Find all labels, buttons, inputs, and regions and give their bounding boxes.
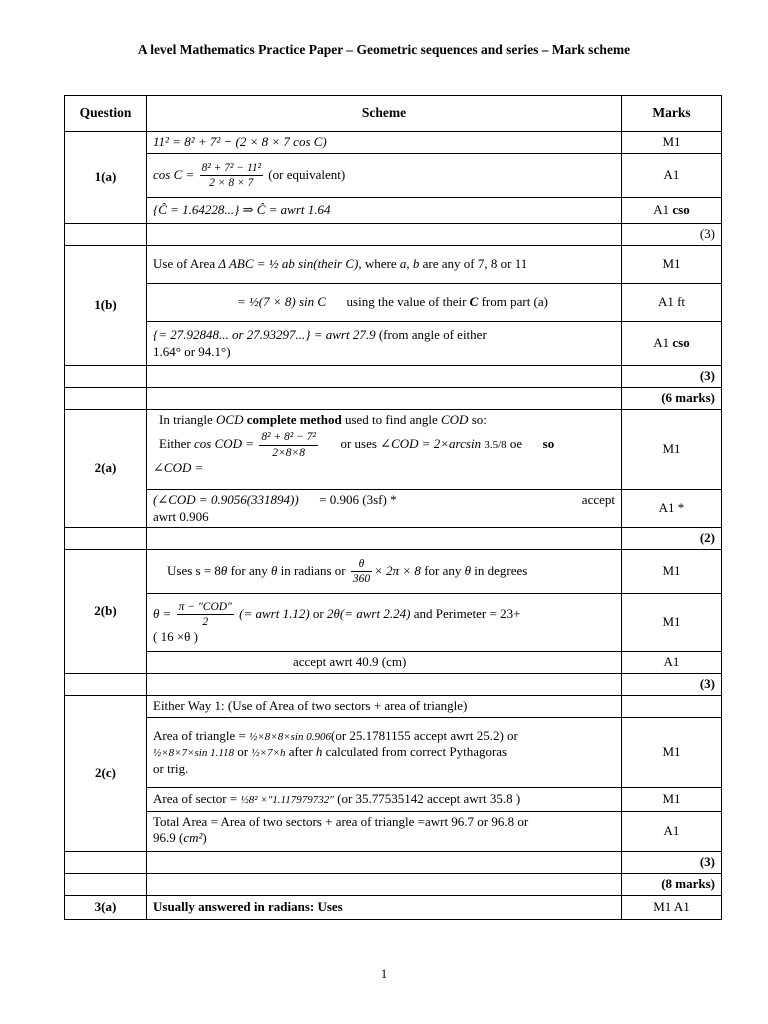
mark-value: A1 (653, 335, 670, 351)
table-row (65, 284, 722, 322)
scheme-math: {= 27.92848... or 27.93297...} = awrt 27.9 (153, 327, 376, 343)
mark-cell: M1 (622, 132, 722, 154)
table-row (65, 322, 722, 366)
scheme-cell (147, 550, 622, 594)
scheme-cell (147, 594, 622, 652)
mark-cell: A1 * (622, 490, 722, 528)
subtotal: (3) (622, 852, 722, 874)
scheme-text: Total Area = Area of two sectors + area of triangle =awrt 96.7 or 96.8 or (153, 814, 529, 829)
question-label: 3(a) (65, 896, 147, 920)
scheme-text: (from angle of either (378, 327, 487, 343)
scheme-text: or (312, 605, 324, 621)
document-title: A level Mathematics Practice Paper – Geometric sequences and series – Mark scheme (137, 42, 631, 57)
scheme-math: ½×8×8×sin 0.906 (249, 730, 331, 743)
scheme-text: or (237, 744, 249, 760)
header-marks: Marks (622, 96, 722, 132)
fraction (259, 430, 318, 460)
scheme-text: after (288, 744, 313, 760)
scheme-text: oe (509, 436, 523, 452)
scheme-cell (147, 652, 622, 674)
scheme-text: are any of 7, 8 or 11 (422, 256, 528, 272)
table-row (65, 718, 722, 788)
scheme-cell (147, 322, 622, 366)
scheme-text: for any (424, 562, 462, 578)
scheme-text: accept awrt 40.9 (cm) (293, 654, 407, 670)
mark-cell: M1 (622, 718, 722, 788)
table-row (65, 896, 722, 920)
table-row (65, 594, 722, 652)
fraction (200, 161, 264, 191)
fraction (177, 600, 234, 630)
scheme-math: (∠COD = 0.9056(331894)) (153, 492, 299, 508)
table-row (65, 132, 722, 154)
scheme-cell (147, 490, 622, 528)
scheme-text: in radians or (280, 562, 346, 578)
subtotal-row (65, 366, 722, 388)
scheme-text: or trig. (153, 761, 189, 777)
subtotal-row (65, 224, 722, 246)
page-number: 1 (380, 966, 388, 981)
header-row (65, 96, 722, 132)
scheme-math: × 2π × 8 (374, 562, 421, 578)
scheme-math: a, b (399, 256, 420, 272)
mark-cell: M1 A1 (622, 896, 722, 920)
scheme-text: Area of triangle = (153, 727, 246, 743)
scheme-text: so: (471, 412, 487, 427)
subtotal: (3) (622, 366, 722, 388)
scheme-math: θ = (153, 605, 172, 621)
scheme-math: θ (220, 562, 228, 578)
table-row (65, 490, 722, 528)
scheme-text: = 0.906 (3sf) * (319, 492, 397, 508)
fraction-denominator: 2 × 8 × 7 (209, 177, 254, 189)
scheme-math: cos COD = (194, 436, 255, 452)
scheme-text: (or 35.77535142 accept awrt 35.8 ) (337, 791, 521, 807)
mark-cell: A1 (622, 812, 722, 852)
scheme-math: Δ ABC = ½ ab sin(their C) (218, 256, 359, 272)
mark-qualifier: cso (672, 202, 690, 218)
subtotal: (2) (622, 528, 722, 550)
mark-cell: M1 (622, 246, 722, 284)
scheme-text: in degrees (474, 562, 528, 578)
question-total: (6 marks) (622, 388, 722, 410)
question-label: 2(a) (65, 410, 147, 528)
scheme-text: accept (581, 492, 615, 508)
table-row (65, 652, 722, 674)
mark-cell: M1 (622, 594, 722, 652)
scheme-cell (147, 132, 622, 154)
scheme-math: ½×8×7×sin 1.118 (153, 747, 235, 760)
scheme-text: used to find angle (344, 412, 438, 427)
table-row (65, 696, 722, 718)
scheme-text: Uses s = 8 (167, 562, 221, 578)
table-row (65, 550, 722, 594)
mark-cell: M1 (622, 550, 722, 594)
question-total: (8 marks) (622, 874, 722, 896)
mark-cell: A1 (622, 154, 722, 198)
scheme-text: Area of sector = (153, 791, 238, 807)
scheme-math: cos C = (153, 166, 195, 182)
scheme-text: or uses (340, 436, 377, 452)
scheme-cell (147, 896, 622, 920)
question-label: 1(a) (65, 132, 147, 224)
scheme-cell (147, 718, 622, 788)
mark-value: A1 (653, 202, 670, 218)
table-row (65, 788, 722, 812)
fraction-denominator: 2 (202, 615, 209, 628)
scheme-cell (147, 198, 622, 224)
table-row (65, 198, 722, 224)
scheme-cell (147, 246, 622, 284)
question-total-row (65, 388, 722, 410)
header-scheme: Scheme (147, 96, 622, 132)
mark-cell: A1 (622, 652, 722, 674)
subtotal: (3) (622, 224, 722, 246)
scheme-math: 2θ(= awrt 2.24) (327, 605, 411, 621)
scheme-text: so (542, 436, 555, 452)
scheme-text: Usually answered in radians: Uses (153, 899, 343, 915)
mark-cell (622, 322, 722, 366)
scheme-math: C (469, 294, 479, 310)
scheme-text: awrt 0.906 (153, 508, 209, 524)
scheme-math: θ (464, 562, 472, 578)
scheme-text: using the value of their (346, 294, 467, 310)
scheme-text: Use of Area (153, 256, 216, 272)
scheme-math: θ (271, 562, 278, 578)
scheme-text: (or 25.1781155 accept awrt 25.2) or (330, 727, 518, 743)
scheme-cell (147, 696, 622, 718)
fraction-denominator: 2×8×8 (272, 446, 306, 459)
mark-scheme-table (64, 95, 722, 920)
scheme-text: 1.64° or 94.1°) (153, 343, 231, 359)
scheme-math: (= awrt 1.12) (239, 605, 310, 621)
scheme-cell (147, 284, 622, 322)
scheme-text: In triangle (159, 412, 213, 427)
mark-cell: A1 ft (622, 284, 722, 322)
scheme-math: ½×7×h (251, 747, 286, 760)
scheme-cell (147, 410, 622, 490)
mark-cell: M1 (622, 788, 722, 812)
mark-qualifier: cso (672, 335, 690, 351)
scheme-text: from part (a) (481, 294, 548, 310)
scheme-math: {Ĉ = 1.64228...} ⇒ Ĉ = awrt 1.64 (153, 202, 331, 218)
fraction (351, 557, 372, 587)
table-row (65, 410, 722, 490)
scheme-math: ½8² ×"1.117979732" (240, 794, 334, 807)
scheme-cell (147, 812, 622, 852)
question-label: 2(c) (65, 696, 147, 852)
scheme-text: Either (159, 436, 191, 452)
question-total-row (65, 874, 722, 896)
fraction-numerator: θ (351, 557, 372, 572)
scheme-math: 3.5/8 (484, 439, 507, 452)
scheme-math: cm² (183, 830, 203, 846)
scheme-note: (or equivalent) (268, 166, 346, 182)
fraction-numerator: π − "COD" (177, 600, 234, 615)
scheme-math: ∠COD = (153, 460, 204, 475)
scheme-math: OCD (216, 412, 244, 427)
scheme-math: = ½(7 × 8) sin C (237, 294, 327, 310)
scheme-math: ( 16 ×θ ) (153, 629, 198, 645)
fraction-numerator: 8² + 7² − 11² (200, 161, 264, 176)
fraction-numerator: 8² + 8² − 7² (259, 430, 318, 445)
scheme-math: COD (441, 412, 469, 427)
scheme-math: ∠COD = 2×arcsin (380, 436, 482, 452)
table-row (65, 812, 722, 852)
subtotal: (3) (622, 674, 722, 696)
header-question: Question (65, 96, 147, 132)
table-row (65, 154, 722, 198)
scheme-cell (147, 154, 622, 198)
subtotal-row (65, 674, 722, 696)
scheme-text: for any (230, 562, 268, 578)
scheme-text: 96.9 ( (153, 830, 184, 846)
fraction-denominator: 360 (352, 573, 371, 585)
scheme-text: calculated from correct Pythagoras (325, 744, 508, 760)
subtotal-row (65, 528, 722, 550)
question-label: 1(b) (65, 246, 147, 366)
scheme-text: complete method (246, 412, 342, 427)
mark-cell: M1 (622, 410, 722, 490)
scheme-text: Either Way 1: (Use of Area of two sectors + area of triangle) (153, 698, 468, 714)
scheme-math: h (315, 744, 323, 760)
table-row (65, 246, 722, 284)
scheme-cell (147, 788, 622, 812)
scheme-math: 11² = 8² + 7² − (2 × 8 × 7 cos C) (153, 134, 327, 150)
scheme-text: ) (202, 830, 207, 846)
mark-cell (622, 198, 722, 224)
scheme-text: , where (358, 256, 397, 272)
question-label: 2(b) (65, 550, 147, 674)
scheme-text: and Perimeter = 23+ (413, 605, 521, 621)
subtotal-row (65, 852, 722, 874)
